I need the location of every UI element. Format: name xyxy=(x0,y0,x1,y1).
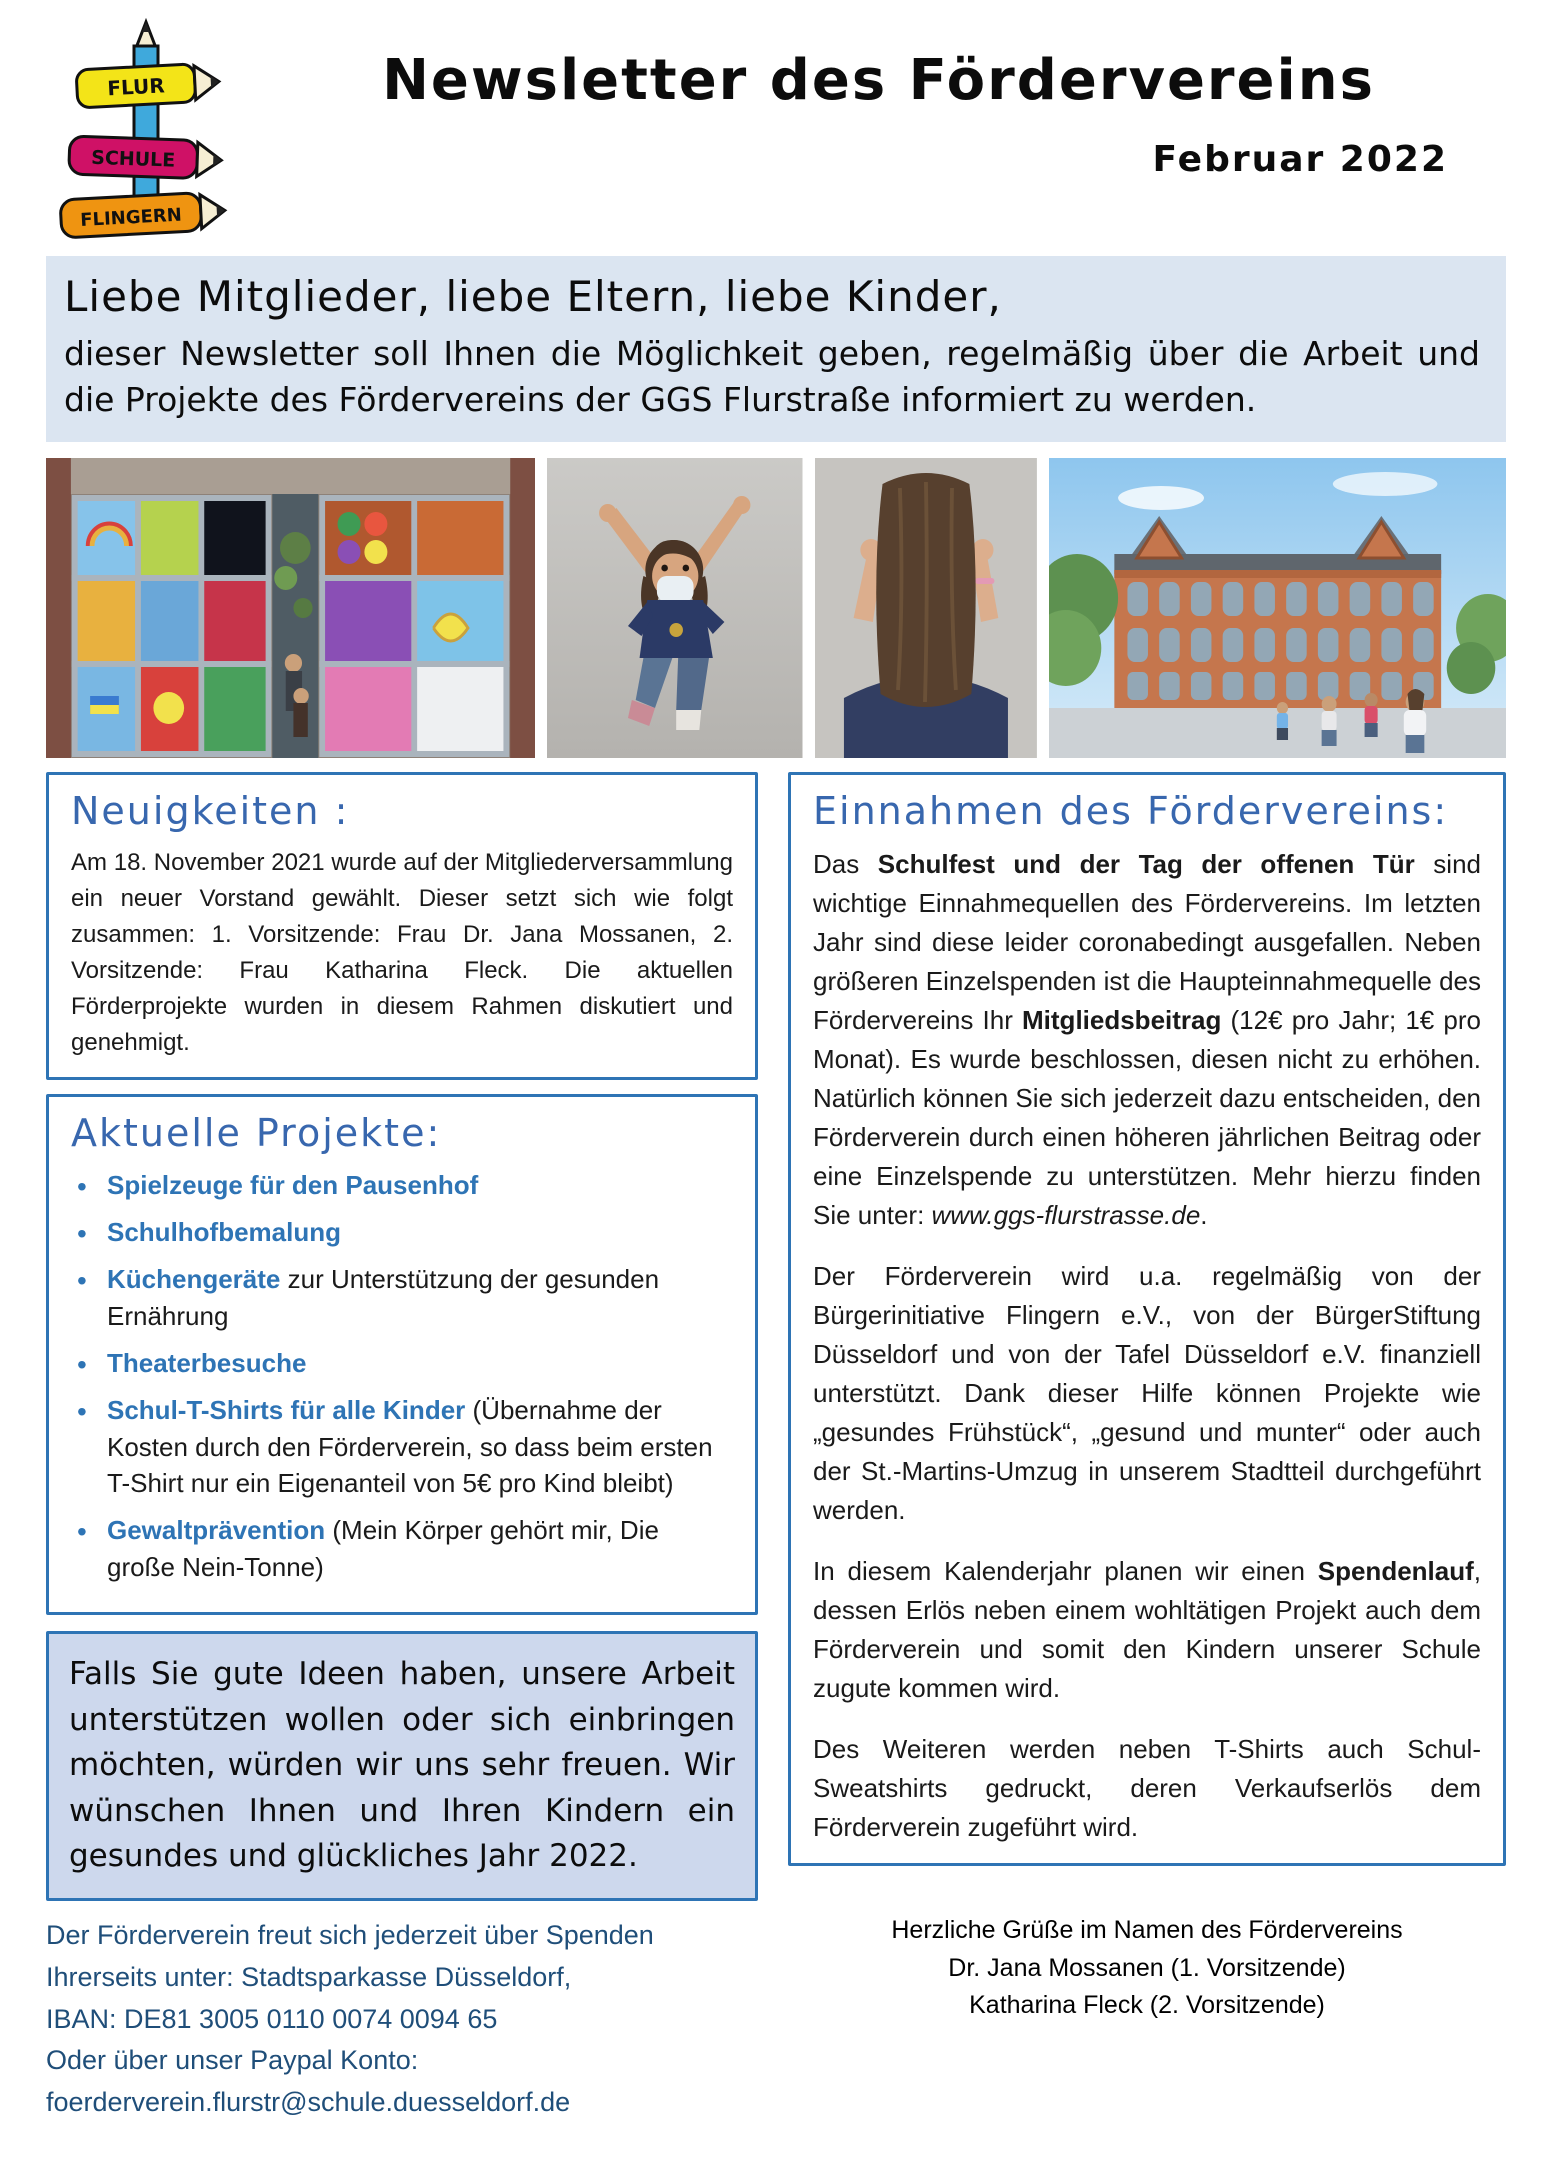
project-item-lead: Gewaltprävention xyxy=(107,1515,326,1546)
income-body xyxy=(813,845,1481,1847)
child-back-illustration xyxy=(815,458,1037,758)
projects-list xyxy=(71,1167,733,1586)
left-column xyxy=(46,772,758,2124)
projects-box xyxy=(46,1094,758,1615)
income-paragraph: Der Förderverein wird u.a. regelmäßig von der Bürgerinitiative Flingern e.V., von der BürgerStiftung Düsseldorf und von der Tafel Düsseldorf e.V. finanziell unterstützt. Dank dieser Hilfe können Projekte wie „gesundes Frühstück“, „gesund und munter“ oder auch der St.-Martins-Umzug in unserem Stadtteil durchgeführt werden. xyxy=(813,1261,1481,1526)
project-item-rest: (Übernahme der Kosten durch den Förderverein, so dass beim ersten T-Shirt nur ein Eigenanteil von 5€ pro Kind bleibt) xyxy=(107,1394,713,1499)
photo-child-back-tshirt xyxy=(815,458,1037,758)
header xyxy=(46,18,1506,246)
donation-line: Ihrerseits unter: Stadtsparkasse Düsseldorf, xyxy=(46,1961,572,1992)
income-heading: Einnahmen des Fördervereins: xyxy=(813,789,1449,834)
closing-line: Herzliche Grüße im Namen des Fördervereins xyxy=(891,1916,1403,1945)
income-paragraph: Das Schulfest und der Tag der offenen Tür sind wichtige Einnahmequellen des Fördervereins. Im letzten Jahr sind diese leider coronabedingt ausgefallen. Neben größeren Einzelspenden ist die Haupteinnahmequelle des Fördervereins Ihr Mitgliedsbeitrag (12€ pro Jahr; 1€ pro Monat). Es wurde beschlossen, diesen nicht zu erhöhen. Natürlich können Sie sich jederzeit dazu entscheiden, den Förderverein durch einen höheren jährlichen Beitrag oder eine Einzelspende zu unterstützen. Mehr hierzu finden Sie unter: www.ggs-flurstrasse.de. xyxy=(813,849,1481,1231)
project-item xyxy=(71,1345,733,1382)
closing-chairwoman-2: Katharina Fleck (2. Vorsitzende) xyxy=(969,1991,1325,2020)
donation-line: Der Förderverein freut sich jederzeit über Spenden xyxy=(46,1919,654,1950)
project-item xyxy=(71,1392,733,1503)
closing-greeting xyxy=(788,1912,1506,2025)
school-building-illustration xyxy=(1049,458,1507,758)
logo-sign-schule: SCHULE xyxy=(90,146,176,172)
project-item-lead: Spielzeuge für den Pausenhof xyxy=(107,1170,479,1201)
income-box xyxy=(788,772,1506,1866)
project-item-lead: Schul-T-Shirts für alle Kinder xyxy=(107,1394,466,1425)
closing-chairwoman-1: Dr. Jana Mossanen (1. Vorsitzende) xyxy=(948,1953,1346,1982)
newsletter-date: Februar 2022 xyxy=(1152,139,1448,180)
project-item xyxy=(71,1512,733,1586)
donation-info xyxy=(46,1915,758,2124)
project-item xyxy=(71,1261,733,1335)
news-box xyxy=(46,772,758,1080)
newsletter-title: Newsletter des Fördervereins xyxy=(382,48,1375,113)
income-paragraph: Des Weiteren werden neben T-Shirts auch Schul-Sweatshirts gedruckt, deren Verkaufserlös dem Förderverein zugeführt wird. xyxy=(813,1734,1481,1843)
pencil-signpost-logo-icon xyxy=(46,18,251,246)
photo-strip xyxy=(46,458,1506,758)
painted-gate-illustration xyxy=(46,458,535,758)
ideas-text: Falls Sie gute Ideen haben, unsere Arbeit unterstützen wollen oder sich einbringen möchten, würden wir uns sehr freuen. Wir wünschen Ihnen und Ihren Kindern ein gesundes und glückliches Jahr 2022. xyxy=(69,1656,735,1875)
child-jumping-illustration xyxy=(547,458,803,758)
right-column xyxy=(788,772,1506,2025)
project-item-lead: Schulhofbemalung xyxy=(107,1216,341,1247)
project-item-lead: Theaterbesuche xyxy=(107,1347,307,1378)
donation-email: foerderverein.flurstr@schule.duesseldorf.de xyxy=(46,2087,571,2118)
school-logo xyxy=(46,18,251,246)
photo-painted-gate xyxy=(46,458,535,758)
intro-body: dieser Newsletter soll Ihnen die Möglichkeit geben, regelmäßig über die Arbeit und die Projekte des Fördervereins der GGS Flurstraße informiert zu werden. xyxy=(64,334,1480,419)
donation-line: Oder über unser Paypal Konto: xyxy=(46,2045,419,2076)
photo-child-jumping xyxy=(547,458,803,758)
project-item-lead: Küchengeräte xyxy=(107,1263,281,1294)
title-block xyxy=(251,18,1506,180)
intro-heading: Liebe Mitglieder, liebe Eltern, liebe Kinder, xyxy=(64,272,1002,321)
ideas-box xyxy=(46,1631,758,1901)
logo-sign-flingern: FLINGERN xyxy=(79,204,183,231)
project-item-rest: (Mein Körper gehört mir, Die große Nein-Tonne) xyxy=(107,1515,659,1583)
projects-heading: Aktuelle Projekte: xyxy=(71,1111,442,1156)
photo-school-building xyxy=(1049,458,1507,758)
project-item xyxy=(71,1214,733,1251)
project-item xyxy=(71,1167,733,1204)
main-columns xyxy=(46,772,1506,2124)
news-heading: Neuigkeiten : xyxy=(71,789,350,834)
logo-sign-flur: FLUR xyxy=(106,73,166,101)
news-body: Am 18. November 2021 wurde auf der Mitgliederversammlung ein neuer Vorstand gewählt. Dieser setzt sich wie folgt zusammen: 1. Vorsitzende: Frau Dr. Jana Mossanen, 2. Vorsitzende: Frau Katharina Fleck. Die aktuellen Förderprojekte wurden in diesem Rahmen diskutiert und genehmigt. xyxy=(71,849,733,1057)
project-item-rest: zur Unterstützung der gesunden Ernährung xyxy=(107,1263,660,1331)
donation-iban: IBAN: DE81 3005 0110 0074 0094 65 xyxy=(46,2003,498,2034)
intro-box xyxy=(46,256,1506,442)
income-paragraph: In diesem Kalenderjahr planen wir einen Spendenlauf, dessen Erlös neben einem wohltätigen Projekt auch dem Förderverein und somit den Kindern unserer Schule zugute kommen wird. xyxy=(813,1556,1481,1704)
